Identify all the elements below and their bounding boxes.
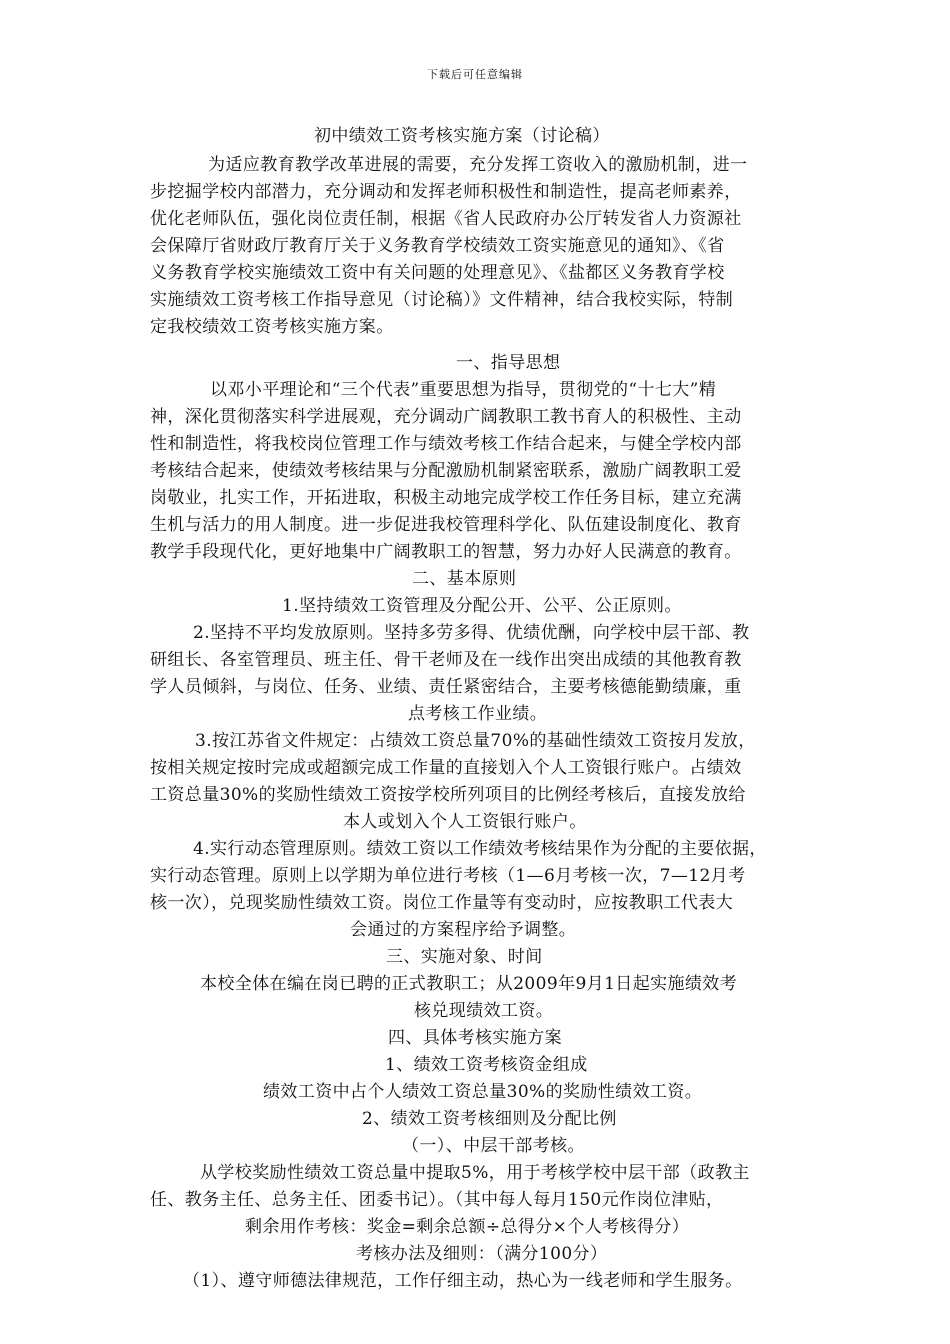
- section1-line: 考核结合起来，使绩效考核结果与分配激励机制紧密联系，激励广阔教职工爱: [150, 461, 742, 481]
- section-heading: 二、基本原则: [412, 569, 517, 589]
- intro-line: 为适应教育教学改革进展的需要，充分发挥工资收入的激励机制，进一: [208, 155, 748, 175]
- header-note: 下载后可任意编辑: [427, 68, 523, 81]
- part-heading: （一）、中层干部考核。: [402, 1136, 585, 1156]
- section2-line: 点考核工作业绩。: [408, 704, 548, 724]
- subsection-heading: 2、绩效工资考核细则及分配比例: [362, 1109, 617, 1129]
- section4-line: 剩余用作考核：奖金=剩余总额÷总得分×个人考核得分）: [245, 1217, 690, 1237]
- section2-line: 2.坚持不平均发放原则。坚持多劳多得、优绩优酬，向学校中层干部、教: [193, 623, 750, 643]
- section3-line: 核兑现绩效工资。: [414, 1001, 554, 1021]
- section4-line: 绩效工资中占个人绩效工资总量30%的奖励性绩效工资。: [263, 1082, 703, 1102]
- section2-line: 按相关规定按时完成或超额完成工作量的直接划入个人工资银行账户。占绩效: [150, 758, 742, 778]
- intro-line: 会保障厅省财政厅教育厅关于义务教育学校绩效工资实施意见的通知》、《省: [150, 236, 725, 256]
- section2-line: 学人员倾斜，与岗位、任务、业绩、责任紧密结合，主要考核德能勤绩廉，重: [150, 677, 742, 697]
- section4-line: 任、教务主任、总务主任、团委书记）。（其中每人每月150元作岗位津贴，: [150, 1190, 724, 1210]
- section2-line: 3.按江苏省文件规定：占绩效工资总量70%的基础性绩效工资按月发放，: [195, 731, 756, 751]
- section2-line: 1.坚持绩效工资管理及分配公开、公平、公正原则。: [282, 596, 682, 616]
- section1-line: 岗敬业，扎实工作，开拓进取，积极主动地完成学校工作任务目标，建立充满: [150, 488, 742, 508]
- section2-line: 4.实行动态管理原则。绩效工资以工作绩效考核结果作为分配的主要依据，: [193, 839, 767, 859]
- section4-line: （1）、遵守师德法律规范，工作仔细主动，热心为一线老师和学生服务。: [183, 1271, 743, 1291]
- section3-line: 本校全体在编在岗已聘的正式教职工；从2009年9月1日起实施绩效考: [200, 974, 738, 994]
- intro-line: 实施绩效工资考核工作指导意见（讨论稿）》文件精神，结合我校实际，特制: [150, 290, 734, 310]
- subsection-heading: 1、绩效工资考核资金组成: [385, 1055, 588, 1075]
- section1-line: 以邓小平理论和“三个代表”重要思想为指导，贯彻党的“十七大”精: [210, 380, 717, 400]
- section4-line: 考核办法及细则：（满分100分）: [356, 1244, 608, 1264]
- section4-line: 从学校奖励性绩效工资总量中提取5%，用于考核学校中层干部（政教主: [200, 1163, 750, 1183]
- section2-line: 研组长、各室管理员、班主任、骨干老师及在一线作出突出成绩的其他教育教: [150, 650, 742, 670]
- section1-line: 神，深化贯彻落实科学进展观，充分调动广阔教职工教书育人的积极性、主动: [150, 407, 742, 427]
- section-heading: 一、指导思想: [456, 353, 561, 373]
- section2-line: 工资总量30%的奖励性绩效工资按学校所列项目的比例经考核后，直接发放给: [150, 785, 746, 805]
- document-title: 初中绩效工资考核实施方案（讨论稿）: [314, 126, 610, 146]
- section2-line: 本人或划入个人工资银行账户。: [343, 812, 587, 832]
- section2-line: 核一次），兑现奖励性绩效工资。岗位工作量等有变动时，应按教职工代表大: [150, 893, 734, 913]
- section2-line: 实行动态管理。原则上以学期为单位进行考核（1—6月考核一次，7—12月考: [150, 866, 746, 886]
- section1-line: 教学手段现代化，更好地集中广阔教职工的智慧，努力办好人民满意的教育。: [150, 542, 742, 562]
- intro-line: 优化老师队伍，强化岗位责任制，根据《省人民政府办公厅转发省人力资源社: [150, 209, 742, 229]
- section2-line: 会通过的方案程序给予调整。: [350, 920, 577, 940]
- section1-line: 生机与活力的用人制度。进一步促进我校管理科学化、队伍建设制度化、教育: [150, 515, 742, 535]
- intro-line: 义务教育学校实施绩效工资中有关问题的处理意见》、《盐都区义务教育学校: [150, 263, 725, 283]
- section-heading: 四、具体考核实施方案: [388, 1028, 562, 1048]
- intro-line: 定我校绩效工资考核实施方案。: [150, 317, 394, 337]
- section1-line: 性和制造性，将我校岗位管理工作与绩效考核工作结合起来，与健全学校内部: [150, 434, 742, 454]
- section-heading: 三、实施对象、时间: [386, 947, 543, 967]
- intro-line: 步挖掘学校内部潜力，充分调动和发挥老师积极性和制造性，提高老师素养，: [150, 182, 742, 202]
